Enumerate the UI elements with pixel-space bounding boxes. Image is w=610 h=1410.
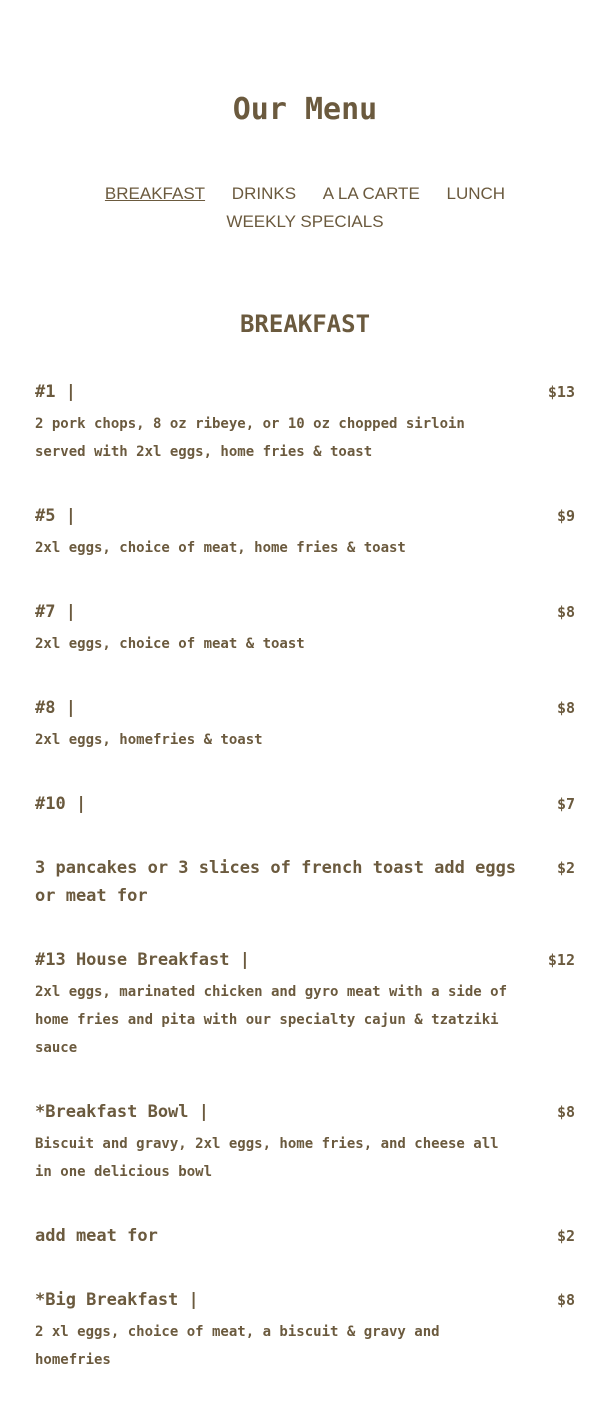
nav-row-1 [0, 180, 610, 208]
menu-item-name: #8 | [35, 698, 76, 718]
menu-item-description: 2xl eggs, choice of meat, home fries & toast [35, 540, 406, 556]
menu-item-description: 2 xl eggs, choice of meat, a biscuit & gravy and homefries [35, 1324, 440, 1368]
tab-drinks[interactable]: DRINKS [231, 184, 297, 203]
menu-item-price: $7 [556, 795, 575, 813]
tab-weekly-specials[interactable]: WEEKLY SPECIALS [226, 212, 384, 231]
menu-item-name: #10 | [35, 794, 87, 814]
page-title: Our Menu [232, 92, 378, 128]
menu-item [35, 1286, 575, 1374]
menu-item-name: #5 | [35, 506, 76, 526]
menu-item-description: 2xl eggs, homefries & toast [35, 732, 263, 748]
menu-item [35, 946, 575, 1062]
menu-item [35, 1098, 575, 1186]
menu-item [35, 598, 575, 658]
menu-item [35, 854, 575, 910]
menu-item-description: 2xl eggs, marinated chicken and gyro meat with a side of home fries and pita with our specialty cajun & tzatziki sauce [35, 984, 508, 1056]
menu-item [35, 502, 575, 562]
menu-item [35, 694, 575, 754]
menu-item-price: $2 [556, 859, 575, 877]
menu-item-name: #1 | [35, 382, 76, 402]
menu-item-price: $8 [556, 1103, 575, 1121]
menu-item-price: $13 [547, 383, 575, 401]
menu-item-description: 2xl eggs, choice of meat & toast [35, 636, 305, 652]
menu-items-list [35, 378, 575, 1410]
menu-item-name: add meat for [35, 1226, 158, 1246]
tab-breakfast[interactable]: BREAKFAST [104, 184, 206, 203]
menu-item-price: $8 [556, 699, 575, 717]
tab-lunch[interactable]: LUNCH [446, 184, 506, 203]
tab-a-la-carte[interactable]: A LA CARTE [322, 184, 420, 203]
menu-item-price: $8 [556, 603, 575, 621]
menu-item-name: *Breakfast Bowl | [35, 1102, 209, 1122]
menu-item [35, 790, 575, 818]
menu-item [35, 1222, 575, 1250]
menu-item-description: 2 pork chops, 8 oz ribeye, or 10 oz chopped sirloin served with 2xl eggs, home fries & toast [35, 416, 465, 460]
menu-item-name: 3 pancakes or 3 slices of french toast add eggs or meat for [35, 858, 517, 906]
menu-category-nav [0, 180, 610, 236]
menu-item-name: #7 | [35, 602, 76, 622]
menu-item-name: #13 House Breakfast | [35, 950, 250, 970]
menu-item-name: *Big Breakfast | [35, 1290, 199, 1310]
nav-row-2 [0, 208, 610, 236]
section-title: BREAKFAST [239, 309, 371, 338]
menu-item-price: $12 [547, 951, 575, 969]
menu-item-description: Biscuit and gravy, 2xl eggs, home fries, and cheese all in one delicious bowl [35, 1136, 499, 1180]
menu-item [35, 378, 575, 466]
menu-item-price: $2 [556, 1227, 575, 1245]
menu-item-price: $8 [556, 1291, 575, 1309]
menu-item-price: $9 [556, 507, 575, 525]
